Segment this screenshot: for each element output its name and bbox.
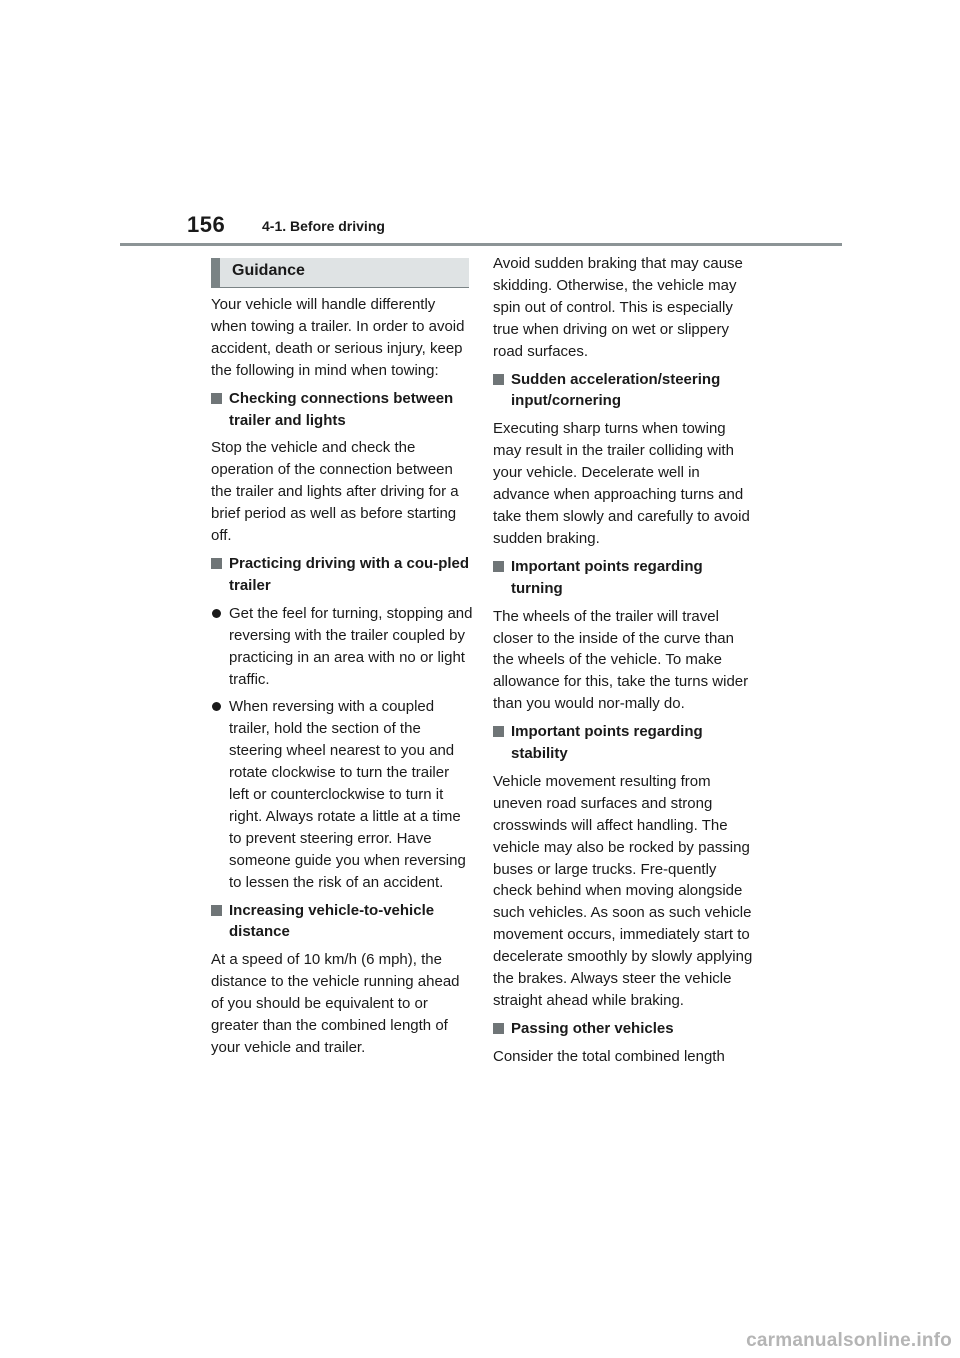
heading-text: Passing other vehicles: [511, 1019, 674, 1037]
paragraph: Executing sharp turns when towing may result in the trailer colliding with your vehicle. Decelerate well in advance when approaching turns and take them slowly and carefully to avoid sudden braking.: [493, 420, 750, 547]
heading-checking-connections: [211, 388, 473, 432]
bullet-item: [211, 603, 473, 691]
bullet-text: When reversing with a coupled trailer, hold the section of the steering wheel nearest to you and rotate clockwise to turn the trailer left or counterclockwise to turn it right. Always rotate a little at a time to prevent steering error. Have someone guide you when reversing to lessen the risk of an accident.: [229, 698, 466, 891]
header-rule: [120, 243, 842, 246]
page-number: 156: [187, 212, 226, 237]
paragraph: Consider the total combined length: [493, 1047, 725, 1065]
heading-text: Sudden acceleration/steering input/cornering: [511, 370, 721, 410]
paragraph: Vehicle movement resulting from uneven road surfaces and strong crosswinds will affect handling. The vehicle may also be rocked by passing buses or large trucks. Fre-quently check behind when moving alongside such vehicles. As soon as such vehicle movement occurs, immediately start to decelerate smoothly by slowly applying the brakes. Always steer the vehicle straight ahead while braking.: [493, 772, 753, 1009]
heading-practicing-driving: [211, 553, 473, 597]
paragraph: Stop the vehicle and check the operation of the connection between the trailer and lights after driving for a brief period as well as before starting off.: [211, 439, 459, 545]
round-bullet-icon: [212, 702, 221, 711]
heading-increasing-distance: [211, 900, 473, 944]
left-column: [211, 294, 473, 1065]
heading-text: Checking connections between trailer and lights: [229, 389, 454, 429]
square-bullet-icon: [211, 393, 222, 404]
square-bullet-icon: [211, 905, 222, 916]
heading-passing: [493, 1018, 755, 1040]
paragraph: The wheels of the trailer will travel closer to the inside of the curve than the wheels of the vehicle. To make allowance for this, take the turns wider than you would nor-mally do.: [493, 607, 749, 713]
heading-text: Important points regarding turning: [511, 557, 703, 597]
heading-sudden-acceleration: [493, 369, 755, 413]
square-bullet-icon: [493, 374, 504, 385]
heading-text: Increasing vehicle-to-vehicle distance: [229, 901, 435, 941]
bullet-text: Get the feel for turning, stopping and reversing with the trailer coupled by practicing in an area with no or light traffic.: [229, 604, 473, 688]
guidance-label: Guidance: [232, 262, 305, 279]
intro-paragraph: Your vehicle will handle differently when towing a trailer. In order to avoid accident, death or serious injury, keep the following in mind when towing:: [211, 296, 465, 379]
heading-stability: [493, 721, 755, 765]
paragraph: At a speed of 10 km/h (6 mph), the distance to the vehicle running ahead of you should be equivalent to or greater than the combined length of your vehicle and trailer.: [211, 951, 460, 1056]
guidance-box: [211, 258, 469, 288]
right-column: [493, 253, 755, 1074]
square-bullet-icon: [493, 726, 504, 737]
bullet-item: [211, 696, 473, 893]
heading-text: Important points regarding stability: [511, 723, 703, 763]
square-bullet-icon: [211, 558, 222, 569]
watermark: carmanualsonline.info: [746, 1330, 952, 1351]
paragraph: Avoid sudden braking that may cause skidding. Otherwise, the vehicle may spin out of control. This is especially true when driving on wet or slippery road surfaces.: [493, 255, 743, 360]
square-bullet-icon: [493, 1023, 504, 1034]
round-bullet-icon: [212, 609, 221, 618]
square-bullet-icon: [493, 561, 504, 572]
section-title: 4-1. Before driving: [262, 218, 385, 234]
heading-text: Practicing driving with a cou-pled trailer: [229, 554, 470, 594]
heading-turning: [493, 556, 755, 600]
